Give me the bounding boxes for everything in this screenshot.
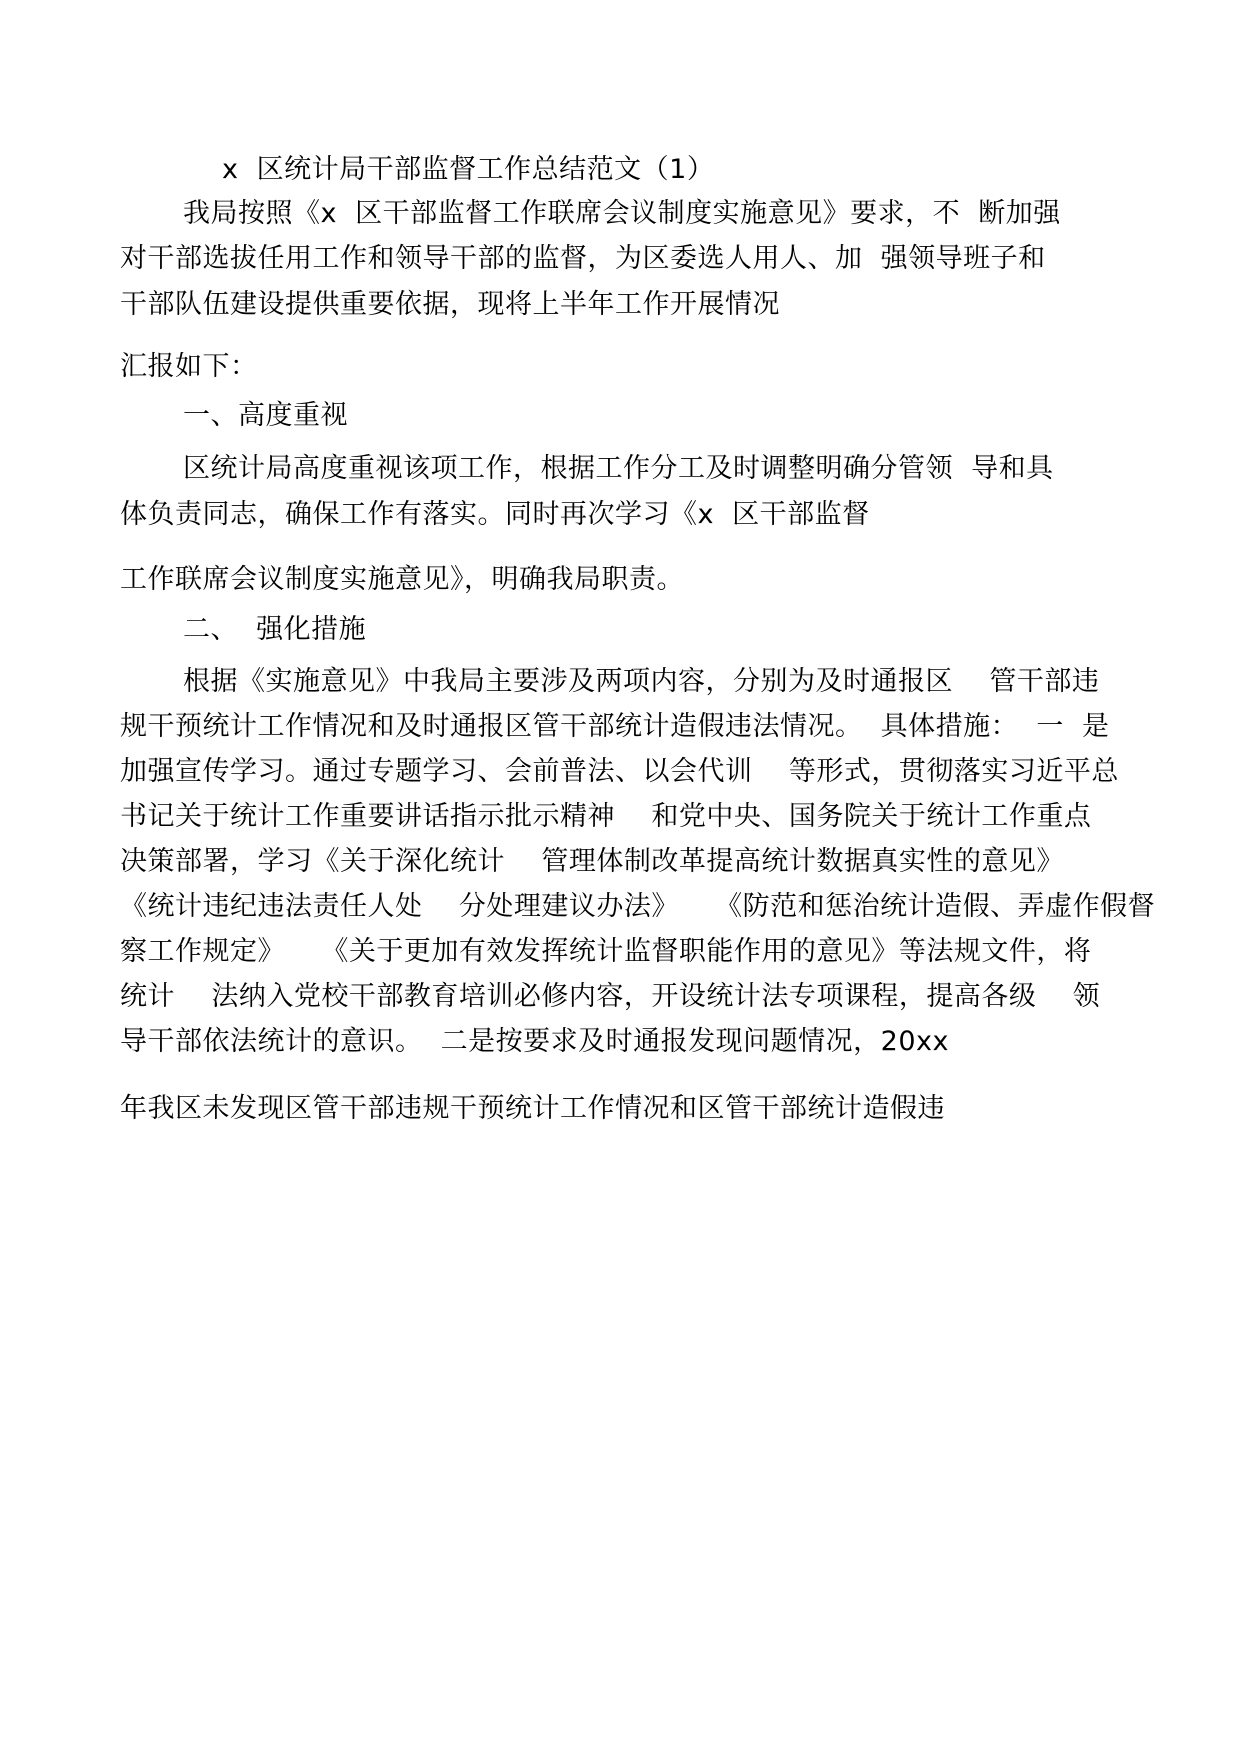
paragraph-line: 察工作规定》 《关于更加有效发挥统计监督职能作用的意见》等法规文件，将	[120, 936, 1092, 967]
section-heading: 二、 强化措施	[183, 614, 367, 645]
paragraph-line: 年我区未发现区管干部违规干预统计工作情况和区管干部统计造假违	[120, 1093, 945, 1124]
paragraph-line: 对干部选拔任用工作和领导干部的监督，为区委选人用人、加 强领导班子和	[120, 243, 1046, 274]
paragraph-line: 加强宣传学习。通过专题学习、会前普法、以会代训 等形式，贯彻落实习近平总	[120, 756, 1119, 787]
paragraph-line: 我局按照《x 区干部监督工作联席会议制度实施意见》要求，不 断加强	[183, 198, 1061, 229]
paragraph-line: 导干部依法统计的意识。 二是按要求及时通报发现问题情况，20xx	[120, 1026, 949, 1057]
paragraph-line: 体负责同志，确保工作有落实。同时再次学习《x 区干部监督	[120, 499, 870, 530]
paragraph-line: 规干预统计工作情况和及时通报区管干部统计造假违法情况。 具体措施： 一 是	[120, 711, 1110, 742]
paragraph-line: 决策部署，学习《关于深化统计 管理体制改革提高统计数据真实性的意见》	[120, 846, 1064, 877]
paragraph-line: 干部队伍建设提供重要依据，现将上半年工作开展情况	[120, 289, 780, 320]
paragraph-line: 汇报如下：	[120, 351, 258, 382]
paragraph-line: 区统计局高度重视该项工作，根据工作分工及时调整明确分管领 导和具	[183, 453, 1054, 484]
paragraph-line: 工作联席会议制度实施意见》，明确我局职责。	[120, 564, 684, 595]
paragraph-line: 统计 法纳入党校干部教育培训必修内容，开设统计法专项课程，提高各级 领	[120, 981, 1101, 1012]
paragraph-line: 书记关于统计工作重要讲话指示批示精神 和党中央、国务院关于统计工作重点	[120, 801, 1092, 832]
paragraph-line: 根据《实施意见》中我局主要涉及两项内容，分别为及时通报区 管干部违	[183, 666, 1100, 697]
document-title: x 区统计局干部监督工作总结范文（1）	[222, 154, 715, 185]
paragraph-line: 《统计违纪违法责任人处 分处理建议办法》 《防范和惩治统计造假、弄虚作假督	[120, 891, 1156, 922]
section-heading: 一、高度重视	[183, 400, 348, 431]
